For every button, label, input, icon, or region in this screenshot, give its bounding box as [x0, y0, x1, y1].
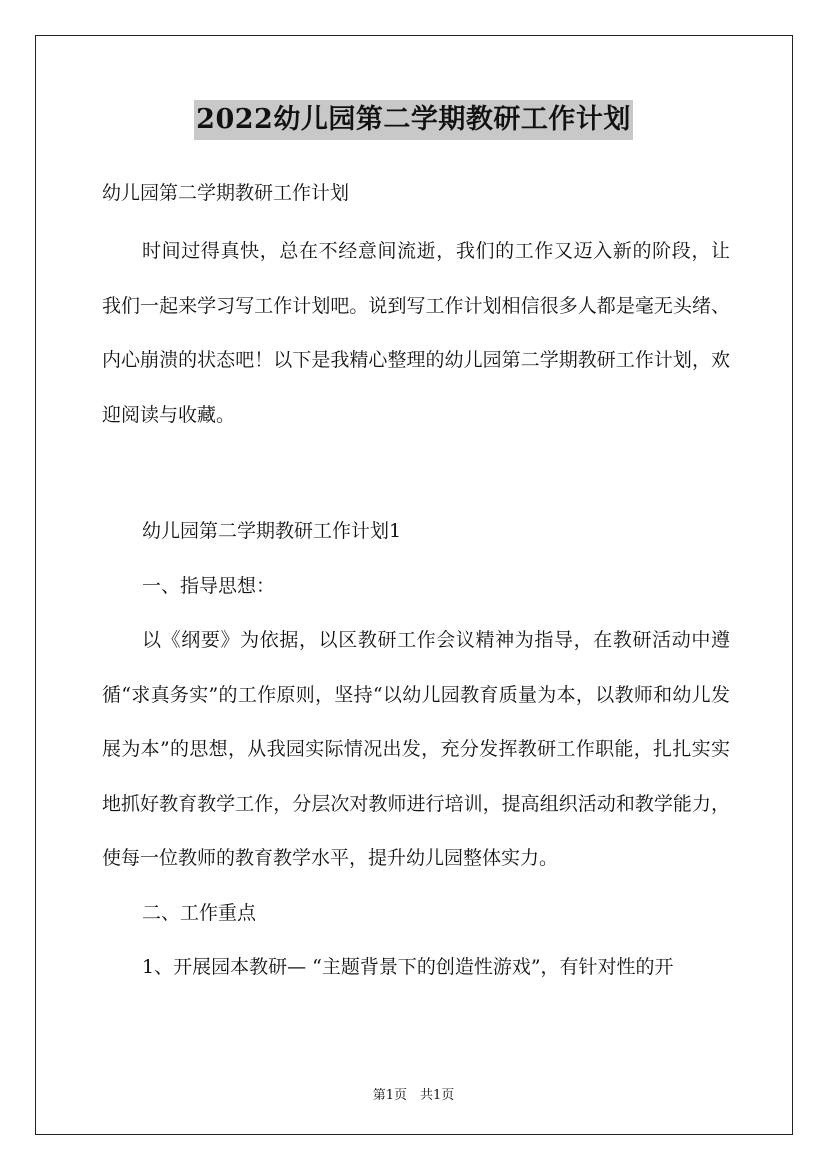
document-subtitle: 幼儿园第二学期教研工作计划 [102, 182, 350, 204]
title-container [0, 100, 827, 140]
page-footer: 第1页 共1页 [372, 1088, 455, 1103]
intro-paragraph: 时间过得真快，总在不经意间流逝，我们的工作又迈入新的阶段，让我们一起来学习写工作计划吧。说到写工作计划相信很多人都是毫无头绪、内心崩溃的状态吧！以下是我精心整理的幼儿园第二学期教研工作计划，欢迎阅读与收藏。 [102, 240, 730, 426]
section-1-heading: 一、指导思想： [142, 574, 276, 597]
section-2-heading: 二、工作重点 [142, 901, 257, 924]
section-1-paragraph: 以《纲要》为依据，以区教研工作会议精神为指导，在教研活动中遵循“求真务实”的工作原则，坚持“以幼儿园教育质量为本，以教师和幼儿发展为本”的思想，从我园实际情况出发，充分发挥教研工作职能，扎扎实实地抓好教育教学工作，分层次对教师进行培训，提高组织活动和教学能力，使每一位教师的教育教学水平，提升幼儿园整体实力。 [102, 629, 730, 869]
plan-heading: 幼儿园第二学期教研工作计划1 [142, 520, 402, 542]
spacer [102, 442, 730, 504]
item-1-paragraph: 1、开展园本教研— “主题背景下的创造性游戏”，有针对性的开 [142, 956, 674, 978]
document-title: 2022幼儿园第二学期教研工作计划 [194, 100, 633, 140]
document-body [102, 172, 730, 995]
